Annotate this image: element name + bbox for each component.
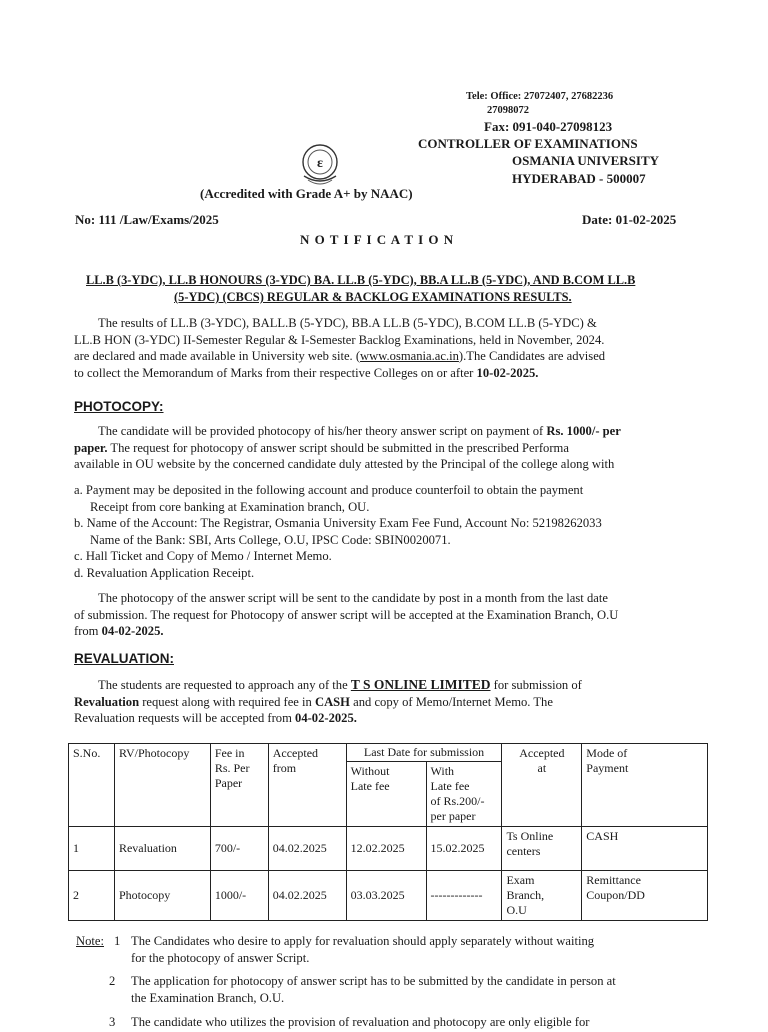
row-1-mode bbox=[582, 827, 708, 871]
row-2-mode-1: Remittance bbox=[586, 873, 641, 887]
row-2-with: ------------- bbox=[426, 871, 502, 921]
header-rv bbox=[114, 744, 210, 827]
dispatch-line-2: of submission. The request for Photocopy of answer script will be accepted at the Examination Branch, O.U bbox=[74, 607, 619, 622]
photocopy-list bbox=[74, 482, 730, 582]
header-accepted-at bbox=[502, 744, 582, 827]
row-2-at-3: O.U bbox=[506, 903, 527, 917]
list-item-b-1: b. Name of the Account: The Registrar, Osmania University Exam Fee Fund, Account No: 52198262033 bbox=[74, 516, 602, 531]
photocopy-paragraph bbox=[74, 423, 730, 473]
note-1 bbox=[76, 933, 736, 967]
intro-line-4 bbox=[74, 365, 730, 382]
photocopy-fee: Rs. 1000/- per bbox=[546, 424, 621, 438]
row-2-from: 04.02.2025 bbox=[268, 871, 346, 921]
note-3 bbox=[76, 1014, 736, 1032]
cash-word: CASH bbox=[314, 694, 350, 709]
paper-word: paper. bbox=[74, 440, 108, 455]
header-rv-text: RV/Photocopy bbox=[118, 746, 190, 760]
dispatch-line-1: The photocopy of the answer script will be sent to the candidate by post in a month from the last date bbox=[98, 591, 608, 605]
intro-line-3 bbox=[74, 348, 730, 365]
revaluation-word: Revaluation bbox=[74, 694, 140, 709]
svg-text:ε: ε bbox=[317, 156, 323, 171]
intro-line-2: LL.B HON (3-YDC) II-Semester Regular & I-Semester Backlog Examinations, held in November, 2024. bbox=[74, 332, 605, 347]
row-2-fee: 1000/- bbox=[210, 871, 268, 921]
dispatch-date: 04-02-2025. bbox=[101, 624, 164, 639]
header-last-date bbox=[346, 744, 502, 762]
tele-label: Tele: Office: bbox=[466, 91, 522, 102]
header-with-4: per paper bbox=[430, 809, 476, 823]
row-1-from: 04.02.2025 bbox=[268, 827, 346, 871]
row-1-mode-1: CASH bbox=[586, 829, 619, 843]
header-mode-1: Mode of bbox=[586, 746, 628, 760]
list-item-d: d. Revaluation Application Receipt. bbox=[74, 565, 255, 580]
subject-line-2: (5-YDC) (CBCS) REGULAR & BACKLOG EXAMINATIONS RESULTS. bbox=[174, 290, 572, 304]
university-name: OSMANIA UNIVERSITY bbox=[512, 153, 659, 168]
tele-numbers-1: 27072407, 27682236 bbox=[523, 91, 614, 102]
header-mode bbox=[582, 744, 708, 827]
note-1-number: 1 bbox=[114, 934, 121, 948]
revaluation-line-1-text: The students are requested to approach any of the bbox=[98, 678, 351, 692]
row-2-at-1: Exam bbox=[506, 873, 535, 887]
header-last-date-text: Last Date for submission bbox=[363, 745, 485, 759]
note-2-line-1: The application for photocopy of answer script has to be submitted by the candidate in person at bbox=[131, 974, 616, 988]
photocopy-heading: PHOTOCOPY: bbox=[74, 399, 164, 414]
header-with-late-fee bbox=[426, 762, 502, 827]
row-2-type: Photocopy bbox=[114, 871, 210, 921]
row-1-without: 12.02.2025 bbox=[346, 827, 426, 871]
dispatch-from: from bbox=[74, 624, 102, 639]
header-accepted-from bbox=[268, 744, 346, 827]
revaluation-line-1-tail: for submission of bbox=[490, 678, 582, 692]
accreditation: (Accredited with Grade A+ by NAAC) bbox=[200, 186, 413, 201]
ts-online-name: T S ONLINE LIMITED bbox=[350, 677, 491, 692]
photocopy-line-2 bbox=[74, 440, 730, 457]
row-1-at-1: Ts Online bbox=[506, 829, 554, 843]
office-title: CONTROLLER OF EXAMINATIONS bbox=[418, 136, 638, 151]
revaluation-paragraph bbox=[74, 677, 730, 727]
reference-number: No: 111 /Law/Exams/2025 bbox=[75, 212, 219, 227]
revaluation-heading: REVALUATION: bbox=[74, 651, 174, 666]
note-2-text bbox=[131, 973, 741, 1006]
note-3-text: The candidate who utilizes the provision of revaluation and photocopy are only eligible for bbox=[131, 1015, 590, 1029]
photocopy-line-1-text: The candidate will be provided photocopy of his/her theory answer script on payment of bbox=[98, 424, 547, 438]
table-row bbox=[69, 871, 708, 921]
revaluation-line-2-tail: and copy of Memo/Internet Memo. The bbox=[349, 694, 553, 709]
row-1-fee: 700/- bbox=[210, 827, 268, 871]
header-fee-3: Paper bbox=[214, 776, 243, 790]
subject-line-1: LL.B (3-YDC), LL.B HONOURS (3-YDC) BA. LL.B (5-YDC), BB.A LL.B (5-YDC), AND B.COM LL.B bbox=[86, 273, 636, 287]
photocopy-dispatch-paragraph bbox=[74, 590, 730, 640]
list-item-c: c. Hall Ticket and Copy of Memo / Internet Memo. bbox=[74, 549, 332, 564]
header-sno-text: S.No. bbox=[73, 746, 101, 760]
intro-line-1: The results of LL.B (3-YDC), BALL.B (5-YDC), BB.A LL.B (5-YDC), B.COM LL.B (5-YDC) & bbox=[98, 316, 597, 330]
fax: Fax: 091-040-27098123 bbox=[484, 119, 613, 134]
photocopy-line-1 bbox=[74, 423, 730, 440]
header-with-3: of Rs.200/- bbox=[430, 794, 485, 808]
header-fee bbox=[210, 744, 268, 827]
note-2-number: 2 bbox=[109, 974, 116, 988]
revaluation-line-1 bbox=[74, 677, 730, 694]
header-without-late-fee bbox=[346, 762, 426, 827]
row-2-at-2: Branch, bbox=[506, 888, 545, 902]
note-1-line-2: for the photocopy of answer Script. bbox=[131, 950, 310, 965]
header-fee-1: Fee in bbox=[214, 746, 245, 760]
university-seal-icon bbox=[296, 140, 344, 188]
table-header-row bbox=[69, 744, 708, 762]
header-without-1: Without bbox=[350, 764, 390, 778]
note-label: Note: bbox=[76, 934, 104, 948]
memo-date: 10-02-2025. bbox=[476, 365, 539, 380]
header-accepted-from-2: from bbox=[272, 761, 297, 775]
row-2-without: 03.03.2025 bbox=[346, 871, 426, 921]
header-sno bbox=[69, 744, 115, 827]
list-item-a-1: a. Payment may be deposited in the following account and produce counterfoil to obtain the payment bbox=[74, 483, 584, 497]
revaluation-line-3-text: Revaluation requests will be accepted from bbox=[74, 711, 296, 726]
header-fee-2: Rs. Per bbox=[214, 761, 250, 775]
note-2-line-2: the Examination Branch, O.U. bbox=[131, 990, 285, 1005]
note-2 bbox=[76, 973, 736, 1014]
header-with-2: Late fee bbox=[430, 779, 470, 793]
row-1-at-2: centers bbox=[506, 844, 541, 858]
header-with-1: With bbox=[430, 764, 455, 778]
schedule-table bbox=[68, 743, 708, 921]
photocopy-line-2-text: The request for photocopy of answer script should be submitted in the prescribed Performa bbox=[107, 440, 569, 455]
note-1-line-1: The Candidates who desire to apply for revaluation should apply separately without waiting bbox=[131, 934, 595, 948]
note-1-text bbox=[131, 933, 731, 966]
header-accepted-from-1: Accepted bbox=[272, 746, 319, 760]
row-2-sno: 2 bbox=[69, 871, 115, 921]
row-2-at bbox=[502, 871, 582, 921]
header-accepted-at-1: Accepted bbox=[519, 746, 565, 760]
notice-date: Date: 01-02-2025 bbox=[582, 212, 677, 227]
row-1-sno: 1 bbox=[69, 827, 115, 871]
row-2-mode bbox=[582, 871, 708, 921]
row-1-with: 15.02.2025 bbox=[426, 827, 502, 871]
intro-line-4-text: to collect the Memorandum of Marks from their respective Colleges on or after bbox=[74, 365, 477, 380]
revaluation-line-2-text: request along with required fee in bbox=[139, 694, 315, 709]
revaluation-line-2 bbox=[74, 694, 730, 711]
row-1-type: Revaluation bbox=[114, 827, 210, 871]
dispatch-line-3 bbox=[74, 623, 730, 640]
row-2-mode-2: Coupon/DD bbox=[586, 888, 645, 902]
notification-title: N O T I F I C A T I O N bbox=[300, 232, 455, 247]
university-city: HYDERABAD - 500007 bbox=[512, 171, 646, 186]
header-accepted-at-2: at bbox=[537, 761, 547, 775]
website-link[interactable]: www.osmania.ac.in bbox=[360, 349, 459, 364]
intro-line-3-tail: ).The Candidates are advised bbox=[458, 349, 606, 364]
list-item-b-2: Name of the Bank: SBI, Arts College, O.U, IPSC Code: SBIN0020071. bbox=[90, 532, 451, 547]
notes-section bbox=[76, 933, 736, 1032]
intro-paragraph bbox=[74, 315, 730, 381]
row-1-at bbox=[502, 827, 582, 871]
revaluation-date: 04-02-2025. bbox=[295, 711, 357, 726]
photocopy-line-3: available in OU website by the concerned candidate duly attested by the Principal of the college along with bbox=[74, 457, 615, 472]
note-3-number: 3 bbox=[109, 1015, 116, 1029]
header-without-2: Late fee bbox=[350, 779, 390, 793]
header-mode-2: Payment bbox=[586, 761, 629, 775]
revaluation-line-3 bbox=[74, 710, 730, 727]
intro-line-3-text: are declared and made available in University web site. ( bbox=[74, 349, 361, 364]
tele-numbers-2: 27098072 bbox=[487, 105, 529, 116]
list-item-a-2: Receipt from core banking at Examination branch, OU. bbox=[90, 499, 370, 514]
table-row bbox=[69, 827, 708, 871]
